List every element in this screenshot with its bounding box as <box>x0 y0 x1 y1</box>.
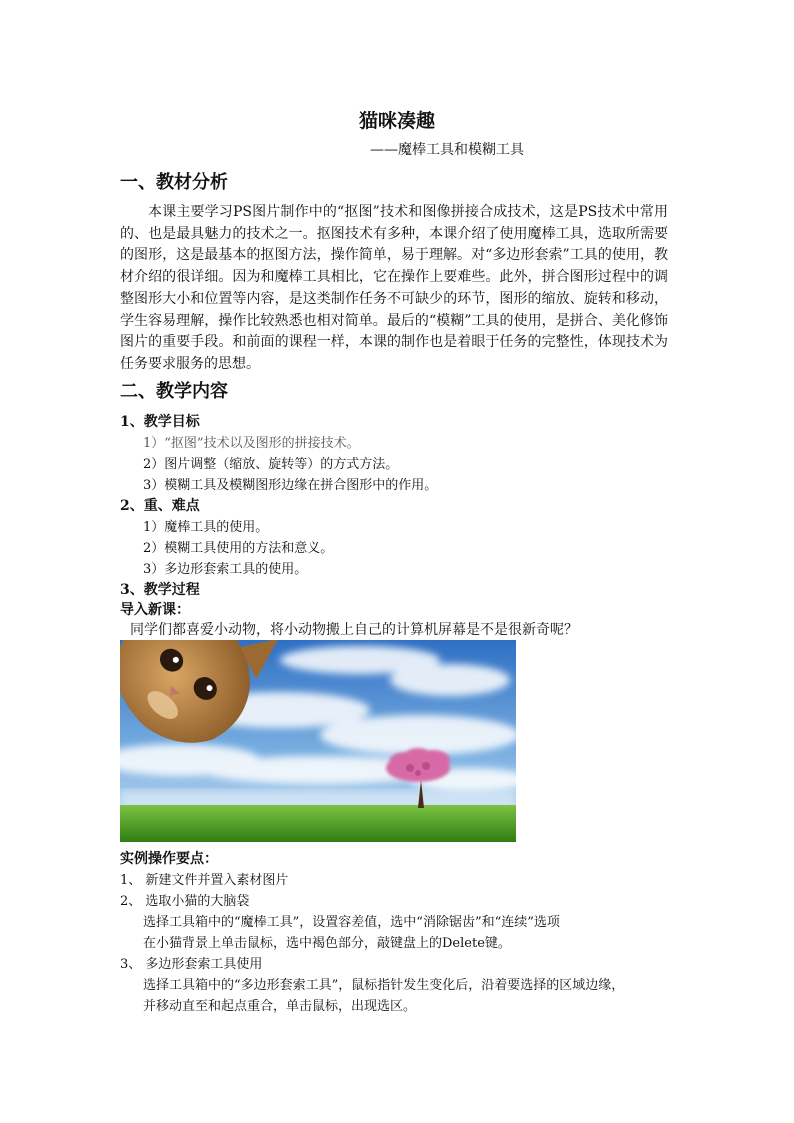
step-line: 在小猫背景上单击鼠标，选中褐色部分，敲键盘上的Delete键。 <box>143 936 511 951</box>
lesson-illustration <box>120 640 516 842</box>
document-title: 猫咪凑趣 <box>358 110 435 132</box>
step-label: 3、 多边形套索工具使用 <box>120 957 263 972</box>
step-label: 1、 新建文件并置入素材图片 <box>120 873 289 888</box>
document-subtitle: ——魔棒工具和模糊工具 <box>370 142 524 158</box>
section-heading-analysis: 一、教材分析 <box>120 172 228 193</box>
intro-text: 同学们都喜爱小动物，将小动物搬上自己的计算机屏幕是不是很新奇呢？ <box>130 622 578 638</box>
step-line: 选择工具箱中的“魔棒工具”，设置容差值，选中“消除锯齿”和“连续”选项 <box>143 915 560 930</box>
subheading-process: 3、教学过程 <box>120 582 200 598</box>
keypoint-item: 1）魔棒工具的使用。 <box>143 520 269 535</box>
analysis-paragraph: 本课主要学习PS图片制作中的“抠图”技术和图像拼接合成技术，这是PS技术中常用的、也是最具魅力的技术之一。抠图技术有多种，本课介绍了使用魔棒工具，选取所需要的图形，这是最基本的抠图方法，操作简单，易于理解。对“多边形套索”工具的使用，教材介绍的很详细。因为和魔棒工具相比，它在操作上要难些。此外，拼合图形过程中的调整图形大小和位置等内容，是这类制作任务不可缺少的环节，图形的缩放、旋转和移动，学生容易理解，操作比较熟悉也相对简单。最后的“模糊”工具的使用，是拼合、美化修饰图片的重要手段。和前面的课程一样，本课的制作也是着眼于任务的完整性，体现技术为任务要求服务的思想。 <box>120 204 668 372</box>
goal-item: 2）图片调整（缩放、旋转等）的方式方法。 <box>143 457 399 472</box>
keypoint-item: 3）多边形套索工具的使用。 <box>143 562 308 577</box>
points-heading: 实例操作要点： <box>120 851 218 867</box>
section-heading-content: 二、教学内容 <box>120 381 228 402</box>
keypoint-item: 2）模糊工具使用的方法和意义。 <box>143 541 334 556</box>
subheading-goals: 1、教学目标 <box>120 414 200 430</box>
step-line: 选择工具箱中的“多边形套索工具”，鼠标指针发生变化后，沿着要选择的区域边缘， <box>143 978 625 993</box>
step-label: 2、 选取小猫的大脑袋 <box>120 894 250 909</box>
intro-heading: 导入新课： <box>120 602 190 618</box>
sky-meadow-picture <box>120 640 516 842</box>
goal-item: 3）模糊工具及模糊图形边缘在拼合图形中的作用。 <box>143 478 438 493</box>
goal-item: 1）“抠图”技术以及图形的拼接技术。 <box>143 436 360 451</box>
step-line: 并移动直至和起点重合，单击鼠标，出现选区。 <box>143 999 417 1014</box>
subheading-keypoints: 2、重、难点 <box>120 498 200 514</box>
